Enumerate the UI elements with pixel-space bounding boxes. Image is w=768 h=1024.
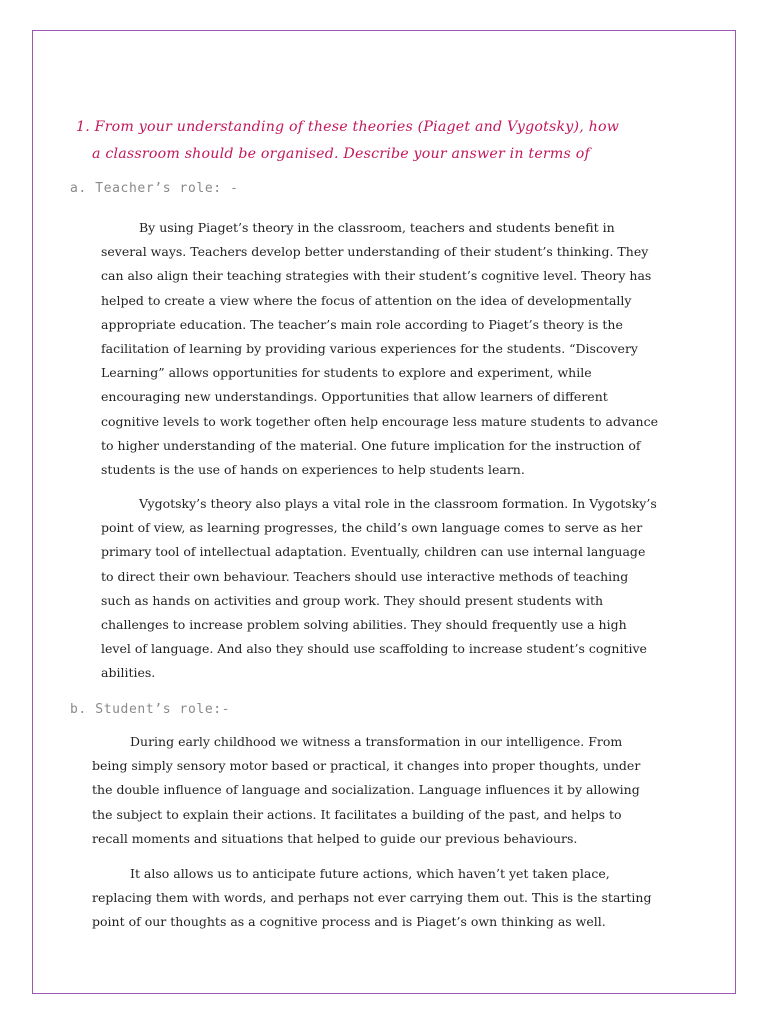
- paragraph-piaget-teacher: [101, 216, 658, 482]
- paragraph-line: facilitation of learning by providing various experiences for the students. “Discovery: [101, 340, 638, 356]
- paragraph-line: encouraging new understandings. Opportunities that allow learners of different: [101, 389, 608, 405]
- paragraph-line: recall moments and situations that helped to guide our previous behaviours.: [92, 830, 578, 846]
- paragraph-line: appropriate education. The teacher’s main role according to Piaget’s theory is the: [101, 316, 623, 332]
- paragraph-line: the double influence of language and socialization. Language influences it by allowing: [92, 782, 640, 798]
- question-line-2: a classroom should be organised. Describe your answer in terms of: [92, 146, 590, 162]
- paragraph-line: can also align their teaching strategies with their student’s cognitive level. Theory has: [101, 268, 652, 284]
- paragraph-line: abilities.: [101, 665, 156, 681]
- paragraph-line: to direct their own behaviour. Teachers should use interactive methods of teaching: [101, 568, 629, 584]
- paragraph-line: such as hands on activities and group work. They should present students with: [101, 592, 604, 608]
- paragraph-line: to higher understanding of the material. One future implication for the instruction of: [101, 437, 641, 453]
- paragraph-line: During early childhood we witness a transformation in our intelligence. From: [130, 734, 623, 749]
- paragraph-line: point of our thoughts as a cognitive process and is Piaget’s own thinking as well.: [92, 914, 606, 930]
- section-heading-teacher-role: a. Teacher’s role: -: [70, 181, 239, 196]
- paragraph-line: students is the use of hands on experiences to help students learn.: [101, 461, 525, 477]
- paragraph-line: the subject to explain their actions. It facilitates a building of the past, and helps to: [92, 806, 622, 822]
- paragraph-line: It also allows us to anticipate future actions, which haven’t yet taken place,: [130, 866, 610, 881]
- question-prompt: [76, 114, 716, 168]
- paragraph-line: level of language. And also they should use scaffolding to increase student’s cognitive: [101, 641, 647, 657]
- paragraph-early-childhood: [92, 730, 640, 851]
- paragraph-line: Vygotsky’s theory also plays a vital role in the classroom formation. In Vygotsky’s: [139, 496, 657, 511]
- paragraph-line: being simply sensory motor based or practical, it changes into proper thoughts, under: [92, 758, 641, 774]
- question-line-1: 1. From your understanding of these theories (Piaget and Vygotsky), how: [76, 119, 620, 135]
- paragraph-line: helped to create a view where the focus of attention on the idea of developmentally: [101, 292, 632, 308]
- paragraph-line: cognitive levels to work together often help encourage less mature students to advance: [101, 413, 658, 429]
- paragraph-line: point of view, as learning progresses, the child’s own language comes to serve as her: [101, 520, 643, 536]
- paragraph-line: Learning” allows opportunities for students to explore and experiment, while: [101, 365, 592, 381]
- paragraph-line: primary tool of intellectual adaptation. Eventually, children can use internal language: [101, 544, 646, 560]
- paragraph-anticipation: [92, 862, 651, 935]
- section-heading-student-role: b. Student’s role:-: [70, 702, 231, 717]
- paragraph-vygotsky-teacher: [101, 492, 657, 686]
- paragraph-line: replacing them with words, and perhaps not ever carrying them out. This is the starting: [92, 890, 652, 906]
- paragraph-line: By using Piaget’s theory in the classroom, teachers and students benefit in: [139, 220, 615, 235]
- paragraph-line: challenges to increase problem solving abilities. They should frequently use a high: [101, 616, 627, 632]
- paragraph-line: several ways. Teachers develop better understanding of their student’s thinking. They: [101, 244, 649, 260]
